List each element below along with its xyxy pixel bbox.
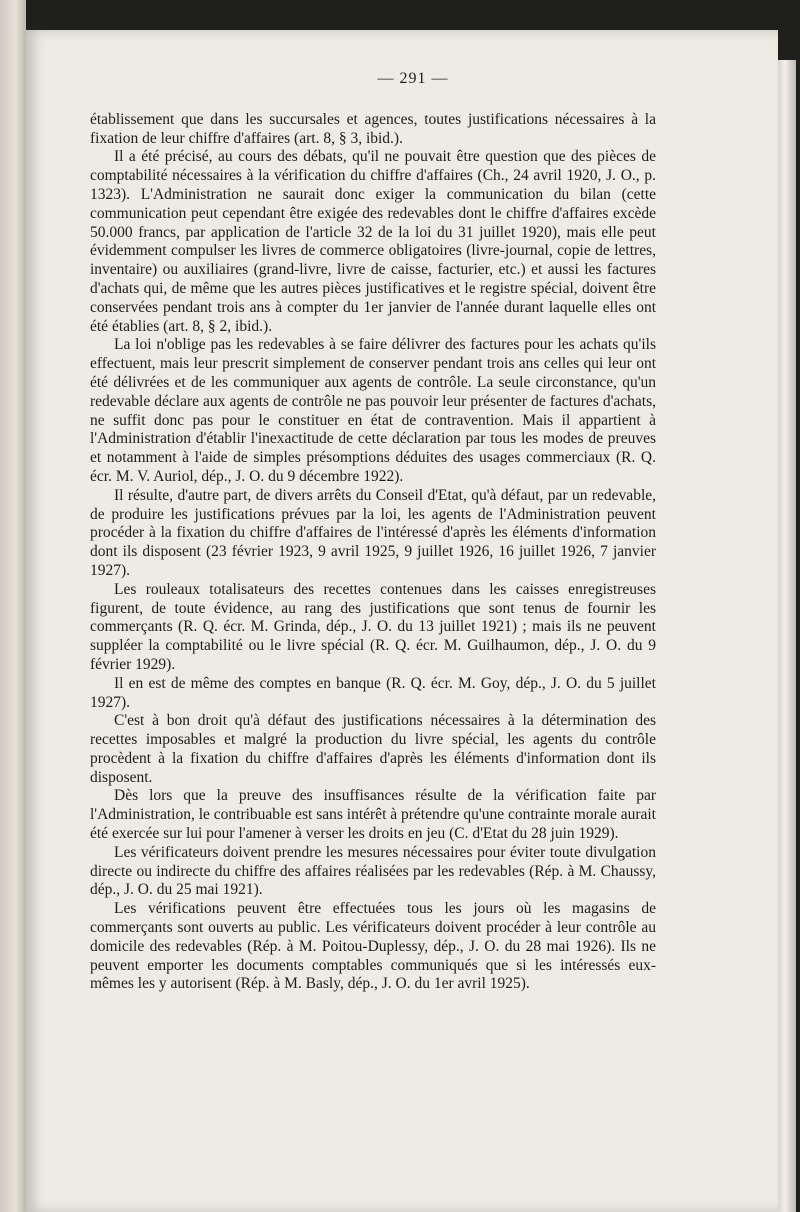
paragraph-rouleaux: Les rouleaux totalisateurs des recettes contenues dans les caisses enregistreuses figurent, de toute évidence, au rang des justifications que sont tenus de fournir les commerçants (R. Q. écr. M. Grinda, dép., J. O. du 13 juillet 1921) ; mais ils ne peuvent suppléer la comptabilité ou le livre spécial (R. Q. écr. M. Guilhaumon, dép., J. O. du 9 février 1929).	[90, 580, 656, 673]
paragraph-factures: La loi n'oblige pas les redevables à se faire délivrer des factures pour les achats qu'ils effectuent, mais leur prescrit simplement de conserver pendant trois ans celles qui leur ont été délivrées et de les communiquer aux agents de contrôle. La seule circonstance, qu'un redevable déclare aux agents de contrôle ne pas pouvoir leur présenter de factures d'achats, ne suffit donc pas pour le constituer en état de contravention. Mais il appartient à l'Administration d'établir l'inexactitude de cette déclaration par tous les modes de preuves et notamment à l'aide de simples présomptions déduites des usages commerciaux (R. Q. écr. M. V. Auriol, dép., J. O. du 9 décembre 1922).	[90, 336, 656, 485]
paragraph-comptes-banque: Il en est de même des comptes en banque (R. Q. écr. M. Goy, dép., J. O. du 5 juillet 1927).	[90, 674, 656, 711]
paragraph-verificateurs: Les vérificateurs doivent prendre les mesures nécessaires pour éviter toute divulgation directe ou indirecte du chiffre des affaires réalisées par les redevables (Rép. à M. Chaussy, dép., J. O. du 25 mai 1921).	[90, 843, 656, 899]
page-stack-edge	[778, 60, 796, 1212]
paragraph-verifications: Les vérifications peuvent être effectuées tous les jours où les magasins de commerçants sont ouverts au public. Les vérificateurs doivent procéder à leur contrôle au domicile des redevables (Rép. à M. Poitou-Duplessy, dép., J. O. du 28 mai 1926). Ils ne peuvent emporter les documents comptables communiqués que si les intéressés eux-mêmes les y autorisent (Rép. à M. Basly, dép., J. O. du 1er avril 1925).	[90, 900, 656, 993]
paragraph-comptabilite: Il a été précisé, au cours des débats, qu'il ne pouvait être question que des pièces de comptabilité nécessaires à la vérification du chiffre d'affaires (Ch., 24 avril 1920, J. O., p. 1323). L'Administration ne saurait donc exiger la communication du bilan (cette communication peut cependant être exigée des redevables dont le chiffre d'affaires excède 50.000 francs, par application de l'article 32 de la loi du 31 juillet 1920), mais elle peut évidemment compulser les livres de commerce obligatoires (livre-journal, copie de lettres, inventaire) ou auxiliaires (grand-livre, livre de caisse, facturier, etc.) et aussi les factures d'achats qui, de même que les autres pièces justificatives et le registre spécial, doivent être conservées pendant trois ans à compter du 1er janvier de l'année durant laquelle elles ont été établies (art. 8, § 2, ibid.).	[90, 148, 656, 335]
paragraph-insuffisances: Dès lors que la preuve des insuffisances résulte de la vérification faite par l'Administration, le contribuable est sans intérêt à prétendre qu'une contrainte morale aurait été exercée sur lui pour l'amener à verser les droits en jeu (C. d'Etat du 28 juin 1929).	[90, 787, 656, 843]
previous-page-edge	[0, 0, 26, 1212]
page-number: — 291 —	[377, 70, 449, 87]
paragraph-continuation: établissement que dans les succursales et agences, toutes justifications nécessaires à la fixation de leur chiffre d'affaires (art. 8, § 3, ibid.).	[90, 110, 656, 147]
paragraph-conseil-etat: Il résulte, d'autre part, de divers arrêts du Conseil d'Etat, qu'à défaut, par un redevable, de produire les justifications prévues par la loi, les agents de l'Administration peuvent procéder à la fixation du chiffre d'affaires de l'intéressé d'après les éléments d'information dont ils disposent (23 février 1923, 9 avril 1925, 9 juillet 1926, 16 juillet 1926, 7 janvier 1927).	[90, 486, 656, 579]
page-content	[90, 70, 656, 994]
paragraph-bon-droit: C'est à bon droit qu'à défaut des justifications nécessaires à la détermination des recettes imposables et malgré la production du livre spécial, les agents du contrôle procèdent à la fixation du chiffre d'affaires d'après les éléments d'information dont ils disposent.	[90, 712, 656, 786]
